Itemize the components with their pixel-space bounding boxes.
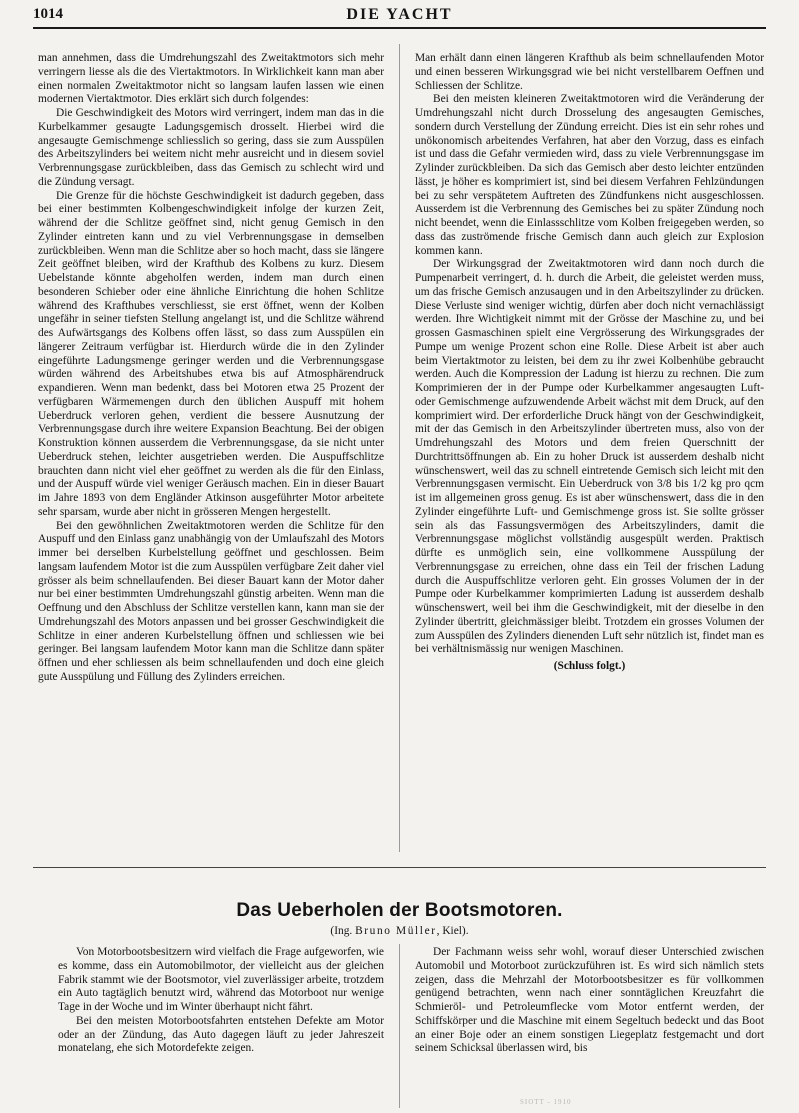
column-divider xyxy=(399,44,400,852)
paragraph: Bei den gewöhnlichen Zweitaktmotoren werden die Schlitze für den Auspuff und den Einlass ganz unabhängig von der Umlaufszahl des Motors immer bei derselben Kurbelstellung geöffnet und geschlossen. Beim langsam laufendem Motor ist die zum Ausspülen verfügbare Zeit daher viel grösser als beim schnellaufenden. Bei dieser Bauart kann der Motor daher nur bei einer bestimmten Umdrehungszahl günstig arbeiten. Wenn man die Oeffnung und den Abschluss der Schlitze verstellen kann, kann man sie der Umdrehungszahl des Motors anpassen und bei grosser Geschwindigkeit die Schlitze in einer anderen Kurbelstellung öffnen und schliessen wie bei geringer. Bei langsam laufendem Motor kann man die Schlitze dann später öffnen und eher schliessen als beim schnellaufenden und doch eine gleich gute Ausspülung und Füllung des Zylinders erreichen. xyxy=(38,519,384,683)
section-rule xyxy=(33,867,766,868)
paragraph: Die Grenze für die höchste Geschwindigkeit ist dadurch gegeben, dass bei einer bestimmten Kolbengeschwindigkeit infolge der kurzen Zeit, während der die Schlitze geöffnet sind, nicht genug Gemisch in den Zylinder eintreten kann und zu viel Verbrennungsgase in demselben zurückbleiben. Wenn man die Schlitze aber so hoch macht, dass sie längere Zeit geöffnet bleiben, wird der Krafthub des Kolbens zu kurz. Diesem Uebelstande könnte abgeholfen werden, indem man durch einen besonderen Schieber oder eine ähnliche Einrichtung die hohen Schlitze während des Krafthubes verschliesst, sie erst öffnet, wenn der Kolben ungefähr in seiner tiefsten Stellung angelangt ist, und die Schlitze während des Aufwärtsgangs des Kolbens offen lässt, so dass zum Ausspülen ein längerer Zeitraum verfügbar ist. Hierdurch würde die in den Zylinder eingeführte Ladungsmenge geringer werden und die Verbrennungsgase würden während des Arbeitshubes etwa bis auf Atmosphärendruck expandieren. Wenn man bedenkt, dass bei Motoren etwa 25 Prozent der verfügbaren Wärmemengen durch den üblichen Auspuff mit hohem Ueberdruck verloren gehen, verdient die bessere Ausnutzung der Verbrennungsgase durch ihre weitere Expansion Beachtung. Bei der obigen Konstruktion können ausserdem die Verbrennungsgase, da sie nicht unter Ueberdruck stehen, leichter ausgetrieben werden. Die Auspuffschlitze brauchten dann nicht viel eher geöffnet zu werden als die für den Einlass, und der Auspuff würde viel weniger Geräusch machen. Ein in dieser Bauart im Jahre 1893 von dem Engländer Atkinson ausgeführter Motor arbeitete sehr sparsam, wurde aber nicht in grösseren Mengen hergestellt. xyxy=(38,189,384,518)
page-header xyxy=(33,6,766,28)
continued-article-right-column xyxy=(415,52,764,674)
byline-prefix: (Ing. xyxy=(330,925,353,937)
byline-suffix: , Kiel). xyxy=(436,925,469,937)
new-article-left-column xyxy=(58,946,384,1056)
continuation-note: (Schluss folgt.) xyxy=(553,660,626,672)
paragraph: Man erhält dann einen längeren Krafthub als beim schnellaufenden Motor und einen besseren Wirkungsgrad wie bei nicht verstellbarem Oeffnen und Schliessen der Schlitze. xyxy=(415,52,764,92)
byline xyxy=(0,925,799,937)
paragraph: Der Fachmann weiss sehr wohl, worauf dieser Unterschied zwischen Automobil und Motorboot zurückzuführen ist. Es wird sich nämlich stets zeigen, dass die Mehrzahl der Motorbootsbesitzer es für vollkommen genügend betrachten, wenn nach einer sonntäglichen Kreuzfahrt die Schmieröl- und Petroleumflecke vom Motor entfernt werden, der Schiffskörper und die Maschine mit einem Segeltuch bedeckt und das Boot an einer Boje oder an einem sonstigen Liegeplatz festgemacht und dort seinem Schicksal überlassen wird, bis xyxy=(415,946,764,1055)
paragraph: Von Motorbootsbesitzern wird vielfach die Frage aufgeworfen, wie es komme, dass ein Automobilmotor, der vielleicht aus der gleichen Fabrik stammt wie der Bootsmotor, viel zuverlässiger arbeite, trotzdem ein Auto tagtäglich benutzt wird, während das Motorboot nur wenige Tage in der Woche und im Winter überhaupt nicht fährt. xyxy=(58,946,384,1013)
page-number: 1014 xyxy=(33,6,63,22)
article-title: Das Ueberholen der Bootsmotoren. xyxy=(236,900,563,921)
author-name: Bruno Müller xyxy=(355,925,437,937)
column-divider xyxy=(399,944,400,1108)
new-article-right-column xyxy=(415,946,764,1056)
footer-mark: SIOTT - 1910 xyxy=(520,1098,572,1106)
header-rule xyxy=(33,27,766,29)
paragraph: Der Wirkungsgrad der Zweitaktmotoren wird dann noch durch die Pumpenarbeit verringert, d. h. durch die Arbeit, die geleistet werden muss, um das frische Gemisch anzusaugen und in den Arbeitszylinder zu drücken. Diese Verluste sind weniger wichtig, dürfen aber doch nicht vernachlässigt werden. Ihre Wichtigkeit nimmt mit der Grösse der Maschine zu, und bei grossen Gasmaschinen spielt eine Vergrösserung des Wirkungsgrades der Pumpe um wenige Prozent schon eine Rolle. Diese Arbeit ist aber auch beim Viertaktmotor zu leisten, bei dem zu ihr zwei Kolbenhübe gebraucht werden. Auch die Kompression der Ladung ist hierzu zu rechnen. Die zum Komprimieren der in der Pumpe oder Kurbelkammer angesaugten Luft- oder Gemischmenge aufzuwendende Arbeit wächst mit dem Druck, auf den komprimiert wird. Der erforderliche Druck hängt von der Geschwindigkeit, mit der das Gemisch in den Arbeitszylinder übertreten muss, also von der Umdrehungszahl des Motors und dem freien Querschnitt der Durchtrittsöffnungen ab. Ein zu hoher Druck ist ausserdem deshalb nicht wünschenswert, weil das zu schnell eintretende Gemisch sich leicht mit den Verbrennungsgasen vermischt. Ein Ueberdruck von 3/8 bis 1/2 kg pro qcm ist im allgemeinen gross genug. Es ist aber wünschenswert, dass die in den Zylinder eingeführte Luft- und Gemischmenge gross ist. Sie sollte grösser sein als das Fassungsvermögen des Arbeitszylinders, damit die Verbrennungsgase möglichst vollständig ausgespült werden. Praktisch dürfte es unmöglich sein, eine vollkommene Ausspülung der Verbrennungsgase zu erreichen, ohne dass ein Teil der frischen Ladung durch die Auspuffschlitze verloren geht. Ein grosses Volumen der in der Pumpe oder Kurbelkammer komprimierten Ladung ist ausserdem deshalb wünschenswert, weil bei ihm die Geschwindigkeit, mit der dieselbe in den Zylinder übertritt, gleichmässiger bleibt. Trotzdem ein grosses Volumen der zum Ausspülen des Zylinders dienenden Luft sehr nützlich ist, findet man es bei verhältnismässig nur wenigen Maschinen. xyxy=(415,258,764,656)
paragraph: man annehmen, dass die Umdrehungszahl des Zweitaktmotors sich mehr verringern liesse als die des Viertaktmotors. In Wirklichkeit kann man aber einen normalen Zweitaktmotor nicht so langsam laufen lassen wie einen modernen Viertaktmotor. Dies erklärt sich durch folgendes: xyxy=(38,52,384,106)
paragraph: Bei den meisten Motorbootsfahrten entstehen Defekte am Motor oder an der Zündung, das Auto dagegen läuft zu jeder Jahreszeit monatelang, ehe sich Motordefekte zeigen. xyxy=(58,1014,384,1055)
running-title: DIE YACHT xyxy=(346,6,453,23)
paragraph: Bei den meisten kleineren Zweitaktmotoren wird die Veränderung der Umdrehungszahl nicht durch Drosselung des angesaugten Gemisches, sondern durch Verstellung der Zündung erreicht. Dies ist ein sehr rohes und unökonomisch arbeitendes Verfahren, hat aber den Vorzug, dass es einfach ist und dass die Gefahr vermieden wird, dass zu viele Verbrennungsgase im Zylinder zurückbleiben. Da sich das Gemisch aber desto leichter entzünden lässt, je höher es komprimiert ist, sind bei diesem Verfahren Fehlzündungen bei zu sehr verspätetem Auftreten des Zündfunkens nicht ausgeschlossen. Ausserdem ist die Verbrennung des Gemisches bei zu später Zündung noch nicht beendet, wenn die Einlassschlitze vom Kolben freigegeben werden, so dass das zuströmende frische Gemisch dann auch gleich zur Explosion kommen kann. xyxy=(415,93,764,257)
paragraph: Die Geschwindigkeit des Motors wird verringert, indem man das in die Kurbelkammer gesaugte Ladungsgemisch drosselt. Hierbei wird die angesaugte Gemischmenge schliesslich so gering, dass sie zum Ausspülen des Arbeitszylinders bei weitem nicht mehr ausreicht und in diesem soviel Verbrennungsgase zurückbleiben, dass das Gemisch zu schlecht wird und die Zündung versagt. xyxy=(38,107,384,188)
continued-article-left-column xyxy=(38,52,384,685)
